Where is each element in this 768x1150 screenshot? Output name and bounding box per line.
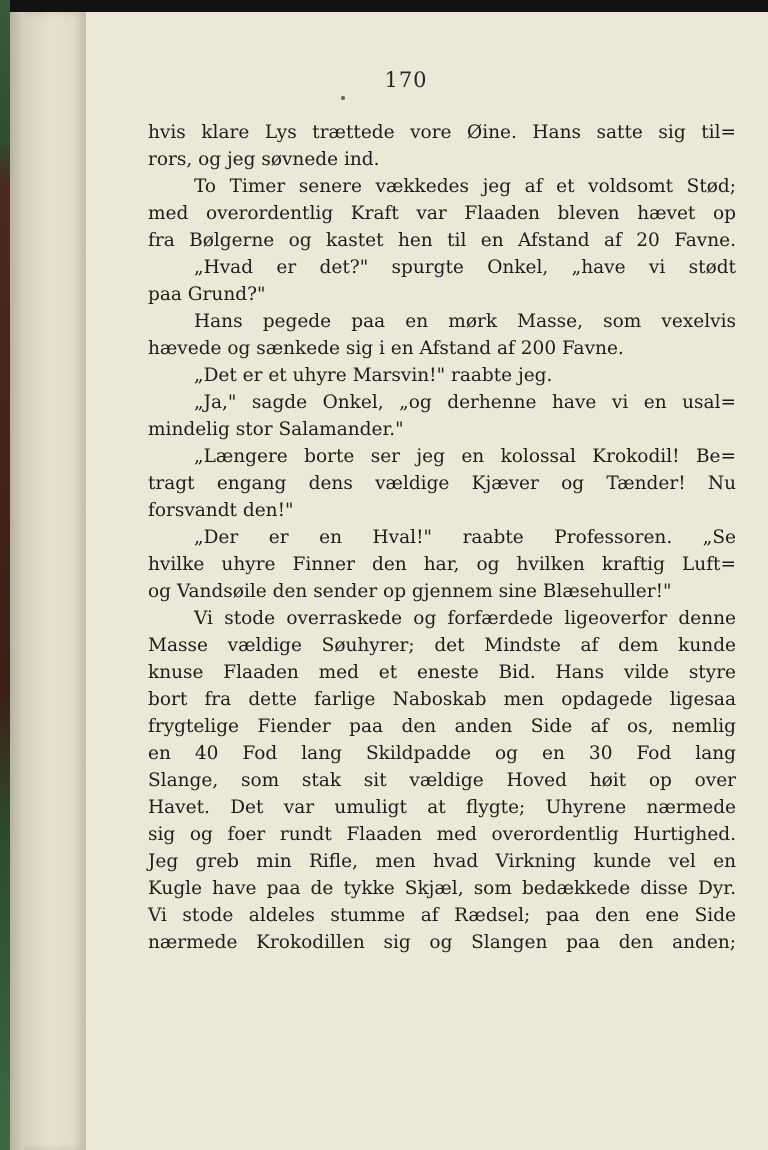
text-line: Havet. Det var umuligt at flygte; Uhyrene nærmede: [148, 797, 736, 818]
text-line: Vi stode aldeles stumme af Rædsel; paa den ene Side: [148, 905, 736, 926]
book-spine: [0, 0, 10, 1150]
text-line: mindelig stor Salamander.": [148, 419, 404, 440]
text-line: bort fra dette farlige Naboskab men opdagede ligesaa: [148, 689, 736, 710]
text-line: Vi stode overraskede og forfærdede ligeoverfor denne: [194, 608, 736, 629]
text-line: „Længere borte ser jeg en kolossal Krokodil! Be=: [194, 446, 736, 467]
text-line: en 40 Fod lang Skildpadde og en 30 Fod lang: [148, 743, 736, 764]
text-line: knuse Flaaden med et eneste Bid. Hans vilde styre: [148, 662, 736, 683]
text-line: paa Grund?": [148, 284, 266, 305]
text-line: rors, og jeg søvnede ind.: [148, 149, 380, 170]
text-line: hvilke uhyre Finner den har, og hvilken kraftig Luft=: [148, 554, 736, 575]
text-line: Hans pegede paa en mørk Masse, som vexelvis: [194, 311, 736, 332]
text-line: „Der er en Hval!" raabte Professoren. „Se: [194, 527, 736, 548]
text-line: Slange, som stak sit vældige Hoved høit op over: [148, 770, 736, 791]
text-line: Jeg greb min Rifle, men hvad Virkning kunde vel en: [148, 851, 736, 872]
text-line: To Timer senere vækkedes jeg af et voldsomt Stød;: [194, 176, 736, 197]
text-line: nærmede Krokodillen sig og Slangen paa den anden;: [148, 932, 736, 953]
text-line: fra Bølgerne og kastet hen til en Afstand af 20 Favne.: [148, 230, 736, 251]
text-line: hævede og sænkede sig i en Afstand af 200 Favne.: [148, 338, 624, 359]
text-line: Masse vældige Søuhyrer; det Mindste af dem kunde: [148, 635, 736, 656]
page-number: 170: [384, 68, 428, 92]
text-line: „Ja," sagde Onkel, „og derhenne have vi en usal=: [194, 392, 736, 413]
text-line: hvis klare Lys trættede vore Øine. Hans satte sig til=: [148, 122, 736, 143]
text-line: tragt engang dens vældige Kjæver og Tænder! Nu: [148, 473, 736, 494]
ink-fleck: [341, 96, 345, 100]
page-gutter: [24, 12, 86, 1150]
text-line: „Hvad er det?" spurgte Onkel, „have vi stødt: [194, 257, 736, 278]
text-line: og Vandsøile den sender op gjennem sine Blæsehuller!": [148, 581, 672, 602]
page-edge: [10, 12, 24, 1150]
scan-top-border: [0, 0, 768, 12]
body-text: [148, 119, 736, 956]
text-line: Kugle have paa de tykke Skjæl, som bedækkede disse Dyr.: [148, 878, 736, 899]
text-line: „Det er et uhyre Marsvin!" raabte jeg.: [194, 365, 553, 386]
text-line: med overordentlig Kraft var Flaaden bleven hævet op: [148, 203, 736, 224]
text-line: frygtelige Fiender paa den anden Side af os, nemlig: [148, 716, 736, 737]
text-line: sig og foer rundt Flaaden med overordentlig Hurtighed.: [148, 824, 736, 845]
text-line: forsvandt den!": [148, 500, 294, 521]
